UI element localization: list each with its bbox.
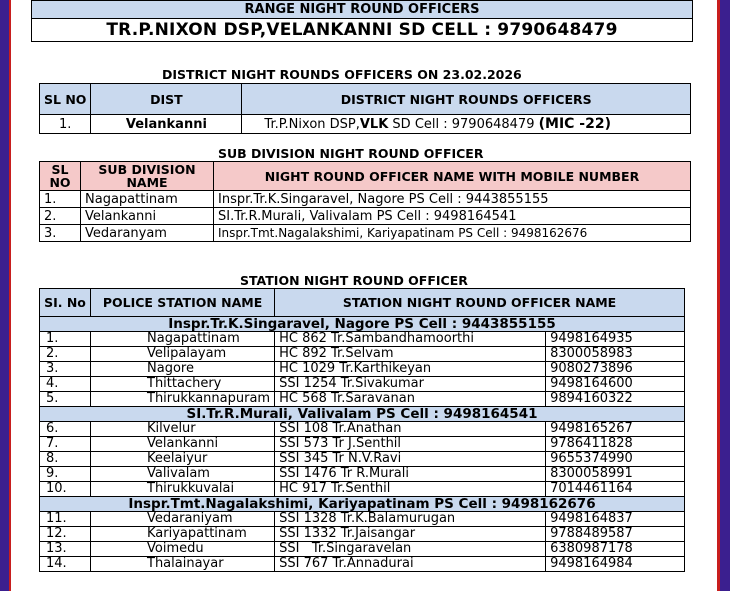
subdivision-row-sl: 2.	[40, 208, 81, 225]
station-row-ps: Thalainayar	[91, 557, 275, 572]
district-row-sl: 1.	[40, 115, 91, 134]
subdivision-row-officer: SI.Tr.R.Murali, Valivalam PS Cell : 9498164541	[214, 208, 691, 225]
station-row-sl: 11.	[40, 512, 91, 527]
station-row-ps: Valivalam	[91, 467, 275, 482]
right-border-stripe	[720, 0, 730, 591]
station-row-officer: SSI 1476 Tr R.Murali	[275, 467, 546, 482]
station-row-officer: HC 1029 Tr.Karthikeyan	[275, 362, 546, 377]
station-row-ps: Thirukkannapuram	[91, 392, 275, 407]
subdivision-col-sl: SL NO	[40, 162, 81, 191]
station-row-officer: SSI 1254 Tr.Sivakumar	[275, 377, 546, 392]
subdivision-row	[40, 208, 691, 225]
station-row-ps: Velankanni	[91, 437, 275, 452]
station-row-officer: SSI Tr.Singaravelan	[275, 542, 546, 557]
station-row-sl: 2.	[40, 347, 91, 362]
station-row	[40, 377, 685, 392]
district-row	[40, 115, 691, 134]
station-col-sl: SI. No	[40, 289, 91, 317]
station-row-ps: Thittachery	[91, 377, 275, 392]
station-row-sl: 7.	[40, 437, 91, 452]
station-row-cell: 9894160322	[546, 392, 685, 407]
station-row-ps: Voimedu	[91, 542, 275, 557]
station-row-sl: 5.	[40, 392, 91, 407]
station-row-ps: Velipalayam	[91, 347, 275, 362]
station-row-cell: 9080273896	[546, 362, 685, 377]
station-row	[40, 422, 685, 437]
station-row-officer: HC 568 Tr.Saravanan	[275, 392, 546, 407]
station-row	[40, 452, 685, 467]
range-officer-table	[31, 0, 693, 42]
station-group-title: SI.Tr.R.Murali, Valivalam PS Cell : 9498164541	[40, 407, 685, 422]
station-row-ps: Thirukkuvalai	[91, 482, 275, 497]
district-col-sl: SL NO	[40, 84, 91, 115]
subdivision-row-officer: Inspr.Tmt.Nagalakshimi, Kariyapatinam PS Cell : 9498162676	[214, 225, 691, 242]
station-row-cell: 9786411828	[546, 437, 685, 452]
station-row-officer: SSI 1332 Tr.Jaisangar	[275, 527, 546, 542]
subdivision-row-sl: 3.	[40, 225, 81, 242]
station-row-officer: SSI 767 Tr.Annadurai	[275, 557, 546, 572]
station-row-officer: SSI 1328 Tr.K.Balamurugan	[275, 512, 546, 527]
station-row-ps: Kilvelur	[91, 422, 275, 437]
subdivision-row	[40, 191, 691, 208]
station-row	[40, 512, 685, 527]
station-row-sl: 3.	[40, 362, 91, 377]
station-row	[40, 392, 685, 407]
range-officer: TR.P.NIXON DSP,VELANKANNI SD CELL : 9790648479	[32, 19, 693, 42]
station-row-cell: 9498165267	[546, 422, 685, 437]
subdivision-row-officer: Inspr.Tr.K.Singaravel, Nagore PS Cell : 9443855155	[214, 191, 691, 208]
station-heading: STATION NIGHT ROUND OFFICER	[240, 273, 468, 288]
subdivision-row-name: Vedaranyam	[81, 225, 214, 242]
station-row	[40, 332, 685, 347]
station-row-officer: HC 917 Tr.Senthil	[275, 482, 546, 497]
station-row-sl: 4.	[40, 377, 91, 392]
district-heading: DISTRICT NIGHT ROUNDS OFFICERS ON 23.02.2026	[162, 67, 522, 82]
left-border-stripe	[0, 0, 9, 591]
subdivision-col-officer: NIGHT ROUND OFFICER NAME WITH MOBILE NUMBER	[214, 162, 691, 191]
station-group-title: Inspr.Tr.K.Singaravel, Nagore PS Cell : 9443855155	[40, 317, 685, 332]
district-row-officer: Tr.P.Nixon DSP,VLK SD Cell : 9790648479 (MIC -22)	[242, 115, 691, 134]
district-col-officers: DISTRICT NIGHT ROUNDS OFFICERS	[242, 84, 691, 115]
station-row-cell: 9498164837	[546, 512, 685, 527]
range-title: RANGE NIGHT ROUND OFFICERS	[32, 1, 693, 19]
station-row-officer: SSI 108 Tr.Anathan	[275, 422, 546, 437]
station-col-ps: POLICE STATION NAME	[91, 289, 275, 317]
station-row	[40, 347, 685, 362]
station-row-officer: HC 892 Tr.Selvam	[275, 347, 546, 362]
station-row-sl: 8.	[40, 452, 91, 467]
station-row	[40, 557, 685, 572]
district-row-dist: Velankanni	[91, 115, 242, 134]
station-row	[40, 527, 685, 542]
station-row-cell: 9655374990	[546, 452, 685, 467]
station-row-ps: Nagore	[91, 362, 275, 377]
station-row-officer: HC 862 Tr.Sambandhamoorthi	[275, 332, 546, 347]
station-row	[40, 362, 685, 377]
district-table	[39, 83, 691, 134]
station-row-officer: SSI 345 Tr N.V.Ravi	[275, 452, 546, 467]
subdivision-heading: SUB DIVISION NIGHT ROUND OFFICER	[218, 146, 484, 161]
station-row-sl: 10.	[40, 482, 91, 497]
district-col-dist: DIST	[91, 84, 242, 115]
station-row-ps: Kariyapattinam	[91, 527, 275, 542]
station-row	[40, 482, 685, 497]
subdivision-row-name: Nagapattinam	[81, 191, 214, 208]
station-row-cell: 9498164600	[546, 377, 685, 392]
station-row-sl: 6.	[40, 422, 91, 437]
station-row-cell: 8300058983	[546, 347, 685, 362]
subdivision-table	[39, 161, 691, 242]
station-row-sl: 13.	[40, 542, 91, 557]
station-row-officer: SSI 573 Tr J.Senthil	[275, 437, 546, 452]
station-row-sl: 12.	[40, 527, 91, 542]
station-col-officer: STATION NIGHT ROUND OFFICER NAME	[275, 289, 685, 317]
subdivision-row-name: Velankanni	[81, 208, 214, 225]
station-row-sl: 14.	[40, 557, 91, 572]
station-row-ps: Vedaraniyam	[91, 512, 275, 527]
station-row-cell: 8300058991	[546, 467, 685, 482]
station-row	[40, 542, 685, 557]
subdivision-col-name: SUB DIVISION NAME	[81, 162, 214, 191]
station-row-cell: 7014461164	[546, 482, 685, 497]
station-row-cell: 9788489587	[546, 527, 685, 542]
station-group-title: Inspr.Tmt.Nagalakshimi, Kariyapatinam PS Cell : 9498162676	[40, 497, 685, 512]
left-border-accent	[9, 0, 11, 591]
station-row-cell: 6380987178	[546, 542, 685, 557]
station-row-sl: 9.	[40, 467, 91, 482]
subdivision-row	[40, 225, 691, 242]
subdivision-row-sl: 1.	[40, 191, 81, 208]
station-row	[40, 467, 685, 482]
station-row-cell: 9498164935	[546, 332, 685, 347]
station-row-ps: Keelaiyur	[91, 452, 275, 467]
station-row-sl: 1.	[40, 332, 91, 347]
station-row	[40, 437, 685, 452]
station-row-cell: 9498164984	[546, 557, 685, 572]
station-row-ps: Nagapattinam	[91, 332, 275, 347]
station-table	[39, 288, 685, 572]
